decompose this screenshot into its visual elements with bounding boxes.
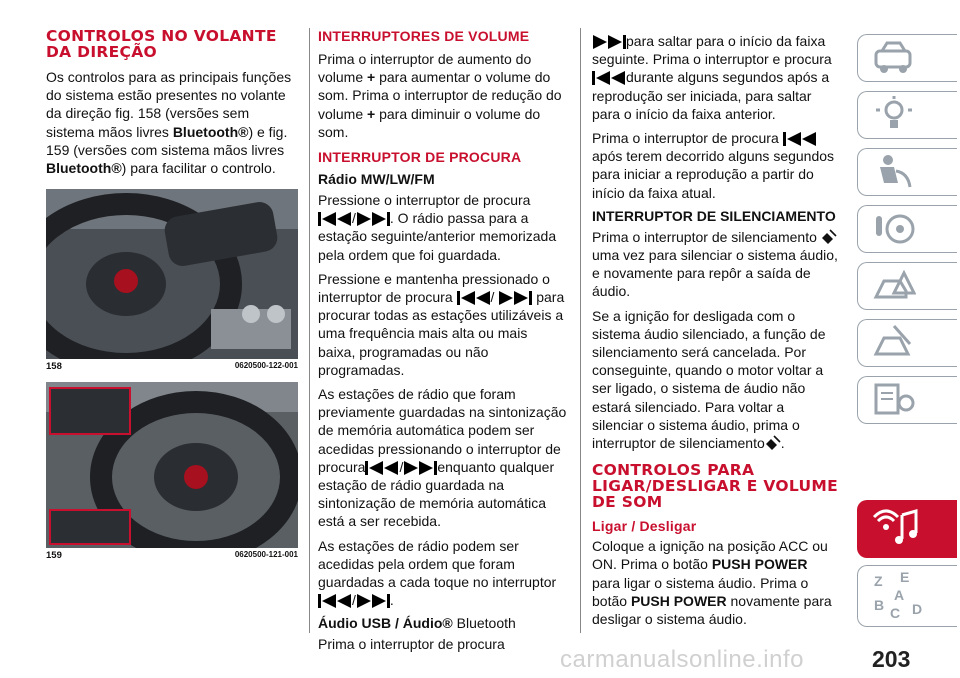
svg-text:A: A (894, 587, 905, 603)
radio-paragraph-4: As estações de rádio podem ser acedidas pela ordem que foram guardadas a cada toque no interruptor / . (318, 537, 557, 609)
maintenance-icon (872, 381, 916, 419)
seek-forward-icon (498, 291, 532, 305)
figure-159-number: 159 (46, 550, 62, 562)
subheading-radio: Rádio MW/LW/FM (318, 171, 435, 188)
svg-text:C: C (890, 605, 901, 621)
index-icon (872, 570, 928, 622)
section-heading-power-volume: CONTROLOS PARA LIGAR/DESLIGAR E VOLUME DE SOM (592, 461, 838, 512)
power-paragraph: Coloque a ignição na posição ACC ou ON. Prima o botão PUSH POWER para ligar o sistema áudio. Prima o botão PUSH POWER novamente para desligar o sistema áudio. (592, 538, 832, 628)
seek-forward-icon (356, 594, 390, 608)
tab-emergency[interactable] (857, 262, 957, 310)
tab-maintenance[interactable] (857, 319, 957, 367)
section-heading-seek: INTERRUPTOR DE PROCURA (318, 149, 522, 166)
radio-paragraph-2: Pressione e mantenha pressionado o interruptor de procura / para procurar todas as estações utilizáveis a uma frequência mais alta ou mais baixa, programadas ou não programadas. (318, 270, 565, 378)
column-2 (318, 28, 568, 660)
seek-forward-icon (592, 35, 626, 49)
seek-back-icon (318, 212, 352, 226)
seek-back-icon (783, 132, 817, 146)
mute-paragraph-1: Prima o interruptor de silenciamento uma vez para silenciar o sistema áudio, e novamente para repôr a saída de áudio. (592, 228, 838, 300)
mute-icon (821, 229, 837, 245)
mute-icon (765, 435, 781, 451)
seek-back-icon (365, 461, 399, 475)
maintenance-icon (872, 324, 916, 362)
figure-158-number: 158 (46, 361, 62, 373)
seek-back-icon (592, 71, 626, 85)
figure-158-image (46, 189, 298, 359)
figure-159-image (46, 382, 298, 548)
section-heading-steering-controls: CONTROLOS NO VOLANTE DA DIREÇÃO (46, 27, 277, 61)
tab-car-info[interactable] (857, 34, 957, 82)
usb-paragraph-2: Prima o interruptor de procura após terem decorrido alguns segundos para iniciar a reprodução a partir do início da faixa atual. (592, 130, 835, 201)
figure-159-code: 0620500-121-001 (234, 550, 298, 560)
mute-paragraph-2: Se a ignição for desligada com o sistema áudio silenciado, a função de silenciamento será cancelada. Por conseguinte, quando o motor voltar a ser ligado, o sistema de áudio não estará silenciado. Para voltar a silenciar o sistema áudio, prima o interruptor de silenciamento . (592, 307, 826, 452)
subheading-usb-audio: Áudio USB / Áudio® Bluetooth (318, 615, 516, 632)
safety-icon (872, 153, 916, 191)
tab-technical-data[interactable] (857, 376, 957, 424)
seek-back-icon (457, 291, 491, 305)
page-number: 203 (872, 646, 911, 672)
tab-starting-driving[interactable] (857, 205, 957, 253)
intro-paragraph: Os controlos para as principais funções do sistema estão presentes no volante da direção fig. 158 (versões sem sistema mãos livres Bluetooth®) e fig. 159 (versões com sistema mãos livres Bluetooth®) para facilitar o controlo. (46, 69, 292, 177)
figure-158-code: 0620500-122-001 (234, 361, 298, 371)
subheading-on-off: Ligar / Desligar (592, 518, 697, 535)
seek-forward-icon (403, 461, 437, 475)
warning-lights-icon (872, 96, 916, 134)
tab-multimedia[interactable] (857, 500, 957, 558)
tab-index[interactable] (857, 565, 957, 627)
seek-forward-icon (356, 212, 390, 226)
svg-text:D: D (912, 601, 923, 617)
tab-safety[interactable] (857, 148, 957, 196)
svg-text:E: E (900, 570, 910, 585)
column-divider (580, 28, 581, 633)
multimedia-icon (872, 505, 922, 553)
column-3 (592, 32, 838, 634)
volume-paragraph: Prima o interruptor de aumento do volume + para aumentar o volume do som. Prima o interruptor de redução do volume + para diminuir o volume do som. (318, 51, 562, 140)
section-heading-volume: INTERRUPTORES DE VOLUME (318, 28, 530, 44)
svg-text:Z: Z (874, 573, 883, 589)
column-divider (309, 28, 310, 633)
usb-paragraph-cont: para saltar para o início da faixa seguinte. Prima o interruptor e procura durante alguns segundos após a reprodução ser iniciada, para saltar para o início da faixa anterior. (592, 33, 832, 122)
radio-paragraph-3: As estações de rádio que foram previamente guardadas na sintonização de memória automática podem ser acedidas pressionando o interruptor de procura / enquanto qualquer estação de rádio guardada na sintonização de memória automática está a ser recebida. (318, 386, 567, 530)
section-heading-mute: INTERRUPTOR DE SILENCIAMENTO (592, 207, 836, 224)
watermark: carmanualsonline.info (560, 646, 804, 673)
car-info-icon (872, 39, 916, 77)
seek-back-icon (318, 594, 352, 608)
svg-text:B: B (874, 597, 885, 613)
emergency-icon (872, 267, 916, 305)
starting-driving-icon (872, 210, 916, 248)
usb-paragraph: Prima o interruptor de procura (318, 636, 505, 653)
tab-warning-lights[interactable] (857, 91, 957, 139)
radio-paragraph-1: Pressione o interruptor de procura / . O rádio passa para a estação seguinte/anterior memorizada pela ordem que foi guardada. (318, 192, 557, 263)
column-1 (46, 28, 298, 561)
